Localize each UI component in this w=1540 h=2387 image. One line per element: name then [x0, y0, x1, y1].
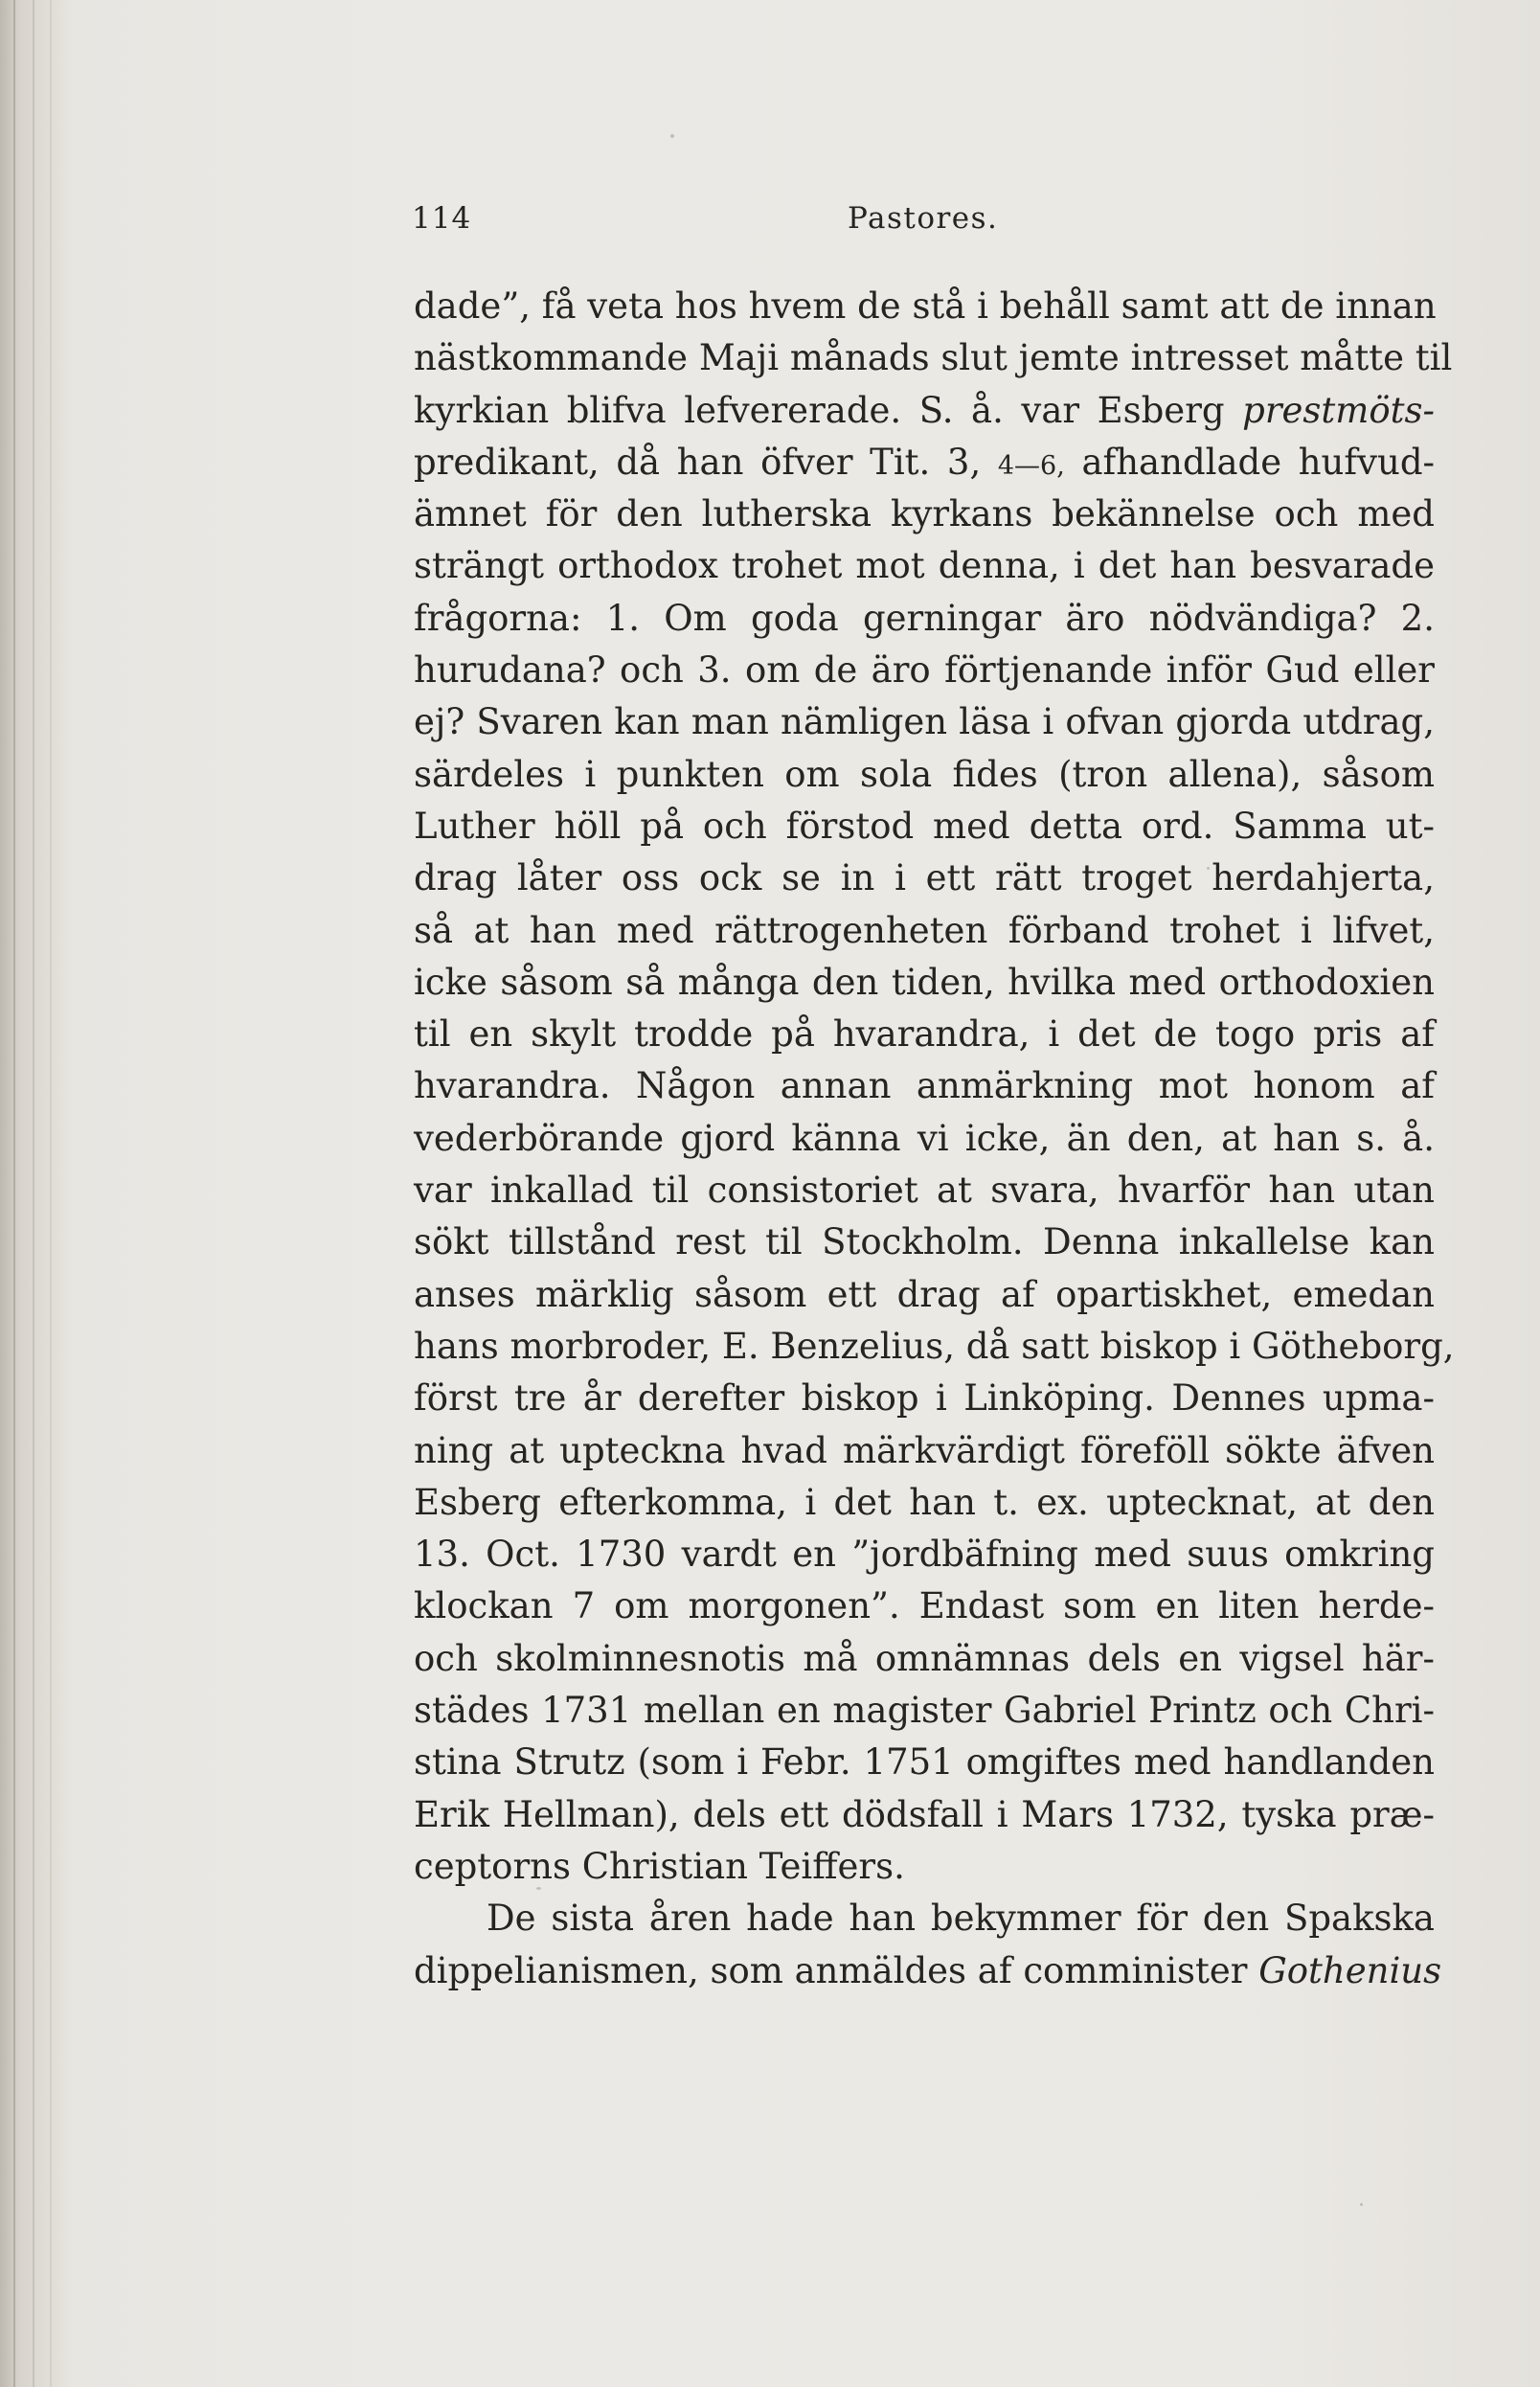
text-line: til en skylt trodde på hvarandra, i det de togo pris af [414, 1013, 1435, 1056]
text-line-segment: afhandlade hufvud- [1081, 441, 1436, 483]
text-line: och skolminnesnotis må omnämnas dels en vigsel här- [414, 1637, 1435, 1679]
text-line [414, 437, 1435, 489]
text-line-segment: predikant, då han öfver Tit. 3, [414, 441, 982, 483]
italic-term: prestmöts- [1242, 389, 1435, 431]
page-header [412, 201, 1437, 245]
text-line: hurudana? och 3. om de äro förtjenande inför Gud eller [414, 649, 1435, 692]
running-head: Pastores. [848, 201, 999, 236]
paper-speck [670, 134, 674, 138]
text-line: drag låter oss ock se in i ett rätt troget herdahjerta, [414, 857, 1435, 899]
gutter-line [13, 0, 15, 2387]
text-line: städes 1731 mellan en magister Gabriel Printz och Chri- [414, 1690, 1435, 1732]
text-line: nästkommande Maji månads slut jemte intresset måtte til [414, 337, 1453, 379]
text-line: strängt orthodox trohet mot denna, i det han besvarade [414, 545, 1435, 587]
text-line: icke såsom så många den tiden, hvilka med orthodoxien [414, 961, 1435, 1003]
text-line: Esberg efterkomma, i det han t. ex. uptecknat, at den [414, 1481, 1435, 1523]
text-line: så at han med rättrogenheten förband trohet i lifvet, [414, 909, 1435, 951]
text-line-segment: dippelianismen, som anmäldes af comminister [414, 1949, 1248, 1991]
text-line: dade”, få veta hos hvem de stå i behåll samt att de innan [414, 285, 1437, 327]
text-line: var inkallad til consistoriet at svara, hvarför han utan [414, 1170, 1435, 1212]
text-line [414, 1945, 1442, 1997]
text-line: hans morbroder, E. Benzelius, då satt biskop i Götheborg, [414, 1325, 1455, 1367]
text-line: Luther höll på och förstod med detta ord. Samma ut- [414, 805, 1435, 847]
gutter-line [50, 0, 52, 2387]
gutter-line [33, 0, 34, 2387]
text-line: 13. Oct. 1730 vardt en ”jordbäfning med suus omkring [414, 1534, 1435, 1576]
text-line: ceptorns Christian Teiffers. [414, 1845, 905, 1887]
text-line: klockan 7 om morgonen”. Endast som en liten herde- [414, 1585, 1435, 1627]
paper-speck [1360, 2203, 1363, 2206]
page-number: 114 [412, 201, 472, 236]
text-line: De sista åren hade han bekymmer för den Spakska [487, 1898, 1435, 1940]
text-line: ning at upteckna hvad märkvärdigt föreföll sökte äfven [414, 1429, 1435, 1471]
body-text [414, 281, 1455, 1997]
text-line: hvarandra. Någon annan anmärkning mot honom af [414, 1065, 1435, 1107]
text-line: vederbörande gjord känna vi icke, än den, at han s. å. [414, 1117, 1435, 1159]
text-line: först tre år derefter biskop i Linköping. Dennes upma- [414, 1377, 1435, 1420]
text-line-segment: kyrkian blifva lefvererade. S. å. var Esberg [414, 389, 1225, 431]
text-line: ej? Svaren kan man nämligen läsa i ofvan gjorda utdrag, [414, 701, 1435, 743]
text-line: stina Strutz (som i Febr. 1751 omgiftes med handlanden [414, 1741, 1435, 1784]
italic-name: Gothenius [1258, 1949, 1442, 1991]
text-line: ämnet för den lutherska kyrkans bekännelse och med [414, 493, 1435, 535]
text-line: frågorna: 1. Om goda gerningar äro nödvändiga? 2. [414, 597, 1435, 639]
chapter-range: 4—6, [997, 450, 1065, 481]
text-line: särdeles i punkten om sola fides (tron allena), såsom [414, 753, 1435, 795]
text-line: Erik Hellman), dels ett dödsfall i Mars 1732, tyska præ- [414, 1793, 1435, 1835]
text-line: anses märklig såsom ett drag af opartiskhet, emedan [414, 1273, 1435, 1315]
text-line: sökt tillstånd rest til Stockholm. Denna inkallelse kan [414, 1221, 1435, 1263]
text-line [414, 385, 1435, 437]
book-gutter-shadow [0, 0, 75, 2387]
